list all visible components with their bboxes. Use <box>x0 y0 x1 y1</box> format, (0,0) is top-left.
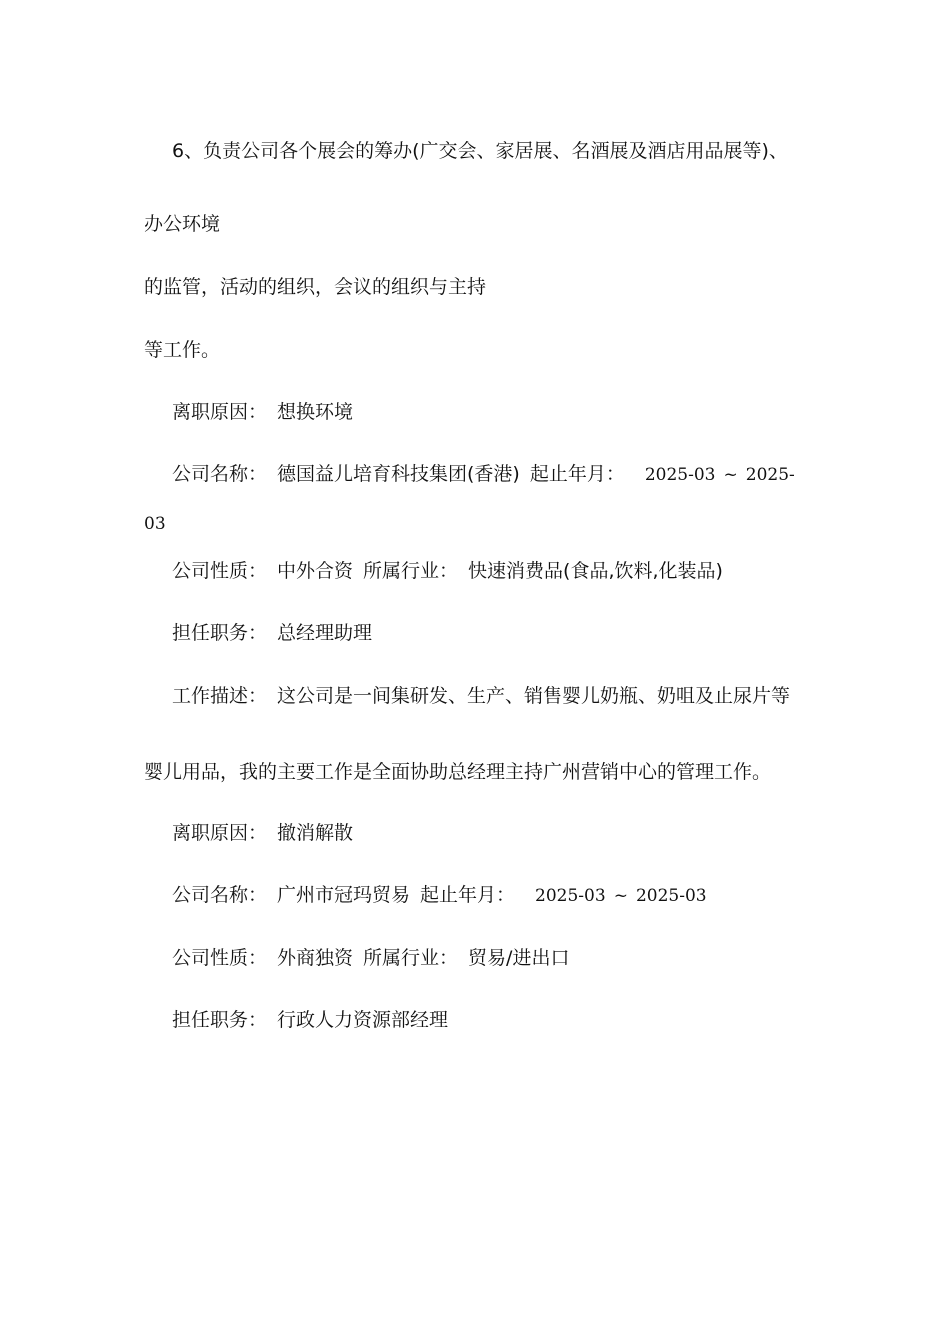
field-label: 公司名称： <box>172 463 268 485</box>
company-line-2 <box>172 462 795 487</box>
field-value: 婴儿用品，我的主要工作是全面协助总经理主持广州营销中心的管理工作。 <box>144 761 772 783</box>
period-start: 2025-03 <box>644 465 716 485</box>
duty-line-1 <box>172 139 788 163</box>
field-label: 离职原因： <box>172 822 268 844</box>
field-label: 工作描述： <box>172 685 268 707</box>
field-value: 总经理助理 <box>277 622 373 644</box>
duty-text: 办公环境 <box>144 213 221 235</box>
company-line-3 <box>172 883 707 908</box>
field-label: 所属行业： <box>363 947 459 969</box>
field-label: 起止年月： <box>420 884 516 906</box>
field-value: 德国益儿培育科技集团(香港) <box>277 463 520 485</box>
duty-text: 6、负责公司各个展会的筹办(广交会、家居展、名酒展及酒店用品展等)、 <box>172 140 788 162</box>
leave-reason-line-1 <box>172 400 353 424</box>
field-value: 外商独资 <box>277 947 354 969</box>
field-value: 中外合资 <box>277 560 354 582</box>
field-value: 想换环境 <box>277 401 354 423</box>
field-value: 撤消解散 <box>277 822 354 844</box>
field-label: 公司性质： <box>172 560 268 582</box>
description-line-1 <box>172 684 790 708</box>
field-label: 公司名称： <box>172 884 268 906</box>
period-separator: ~ <box>613 886 628 906</box>
period-end: 2025-03 <box>635 886 707 906</box>
nature-line-2 <box>172 559 723 583</box>
period-start: 2025-03 <box>535 886 606 906</box>
duty-line-4 <box>144 338 220 362</box>
leave-reason-line-2 <box>172 821 353 845</box>
field-label: 担任职务： <box>172 622 268 644</box>
field-label: 担任职务： <box>172 1009 268 1031</box>
duty-line-2 <box>144 212 220 236</box>
nature-line-3 <box>172 946 569 970</box>
period-end-continued: 03 <box>144 514 166 534</box>
field-value: 广州市冠玛贸易 <box>277 884 411 906</box>
period-end: 2025- <box>745 465 795 485</box>
description-line-2 <box>144 760 771 784</box>
field-label: 所属行业： <box>363 560 459 582</box>
duty-line-3 <box>144 275 486 299</box>
duty-text: 等工作。 <box>144 339 221 361</box>
field-value: 这公司是一间集研发、生产、销售婴儿奶瓶、奶咀及止尿片等 <box>277 685 791 707</box>
duty-text: 的监管，活动的组织，会议的组织与主持 <box>144 276 487 298</box>
field-value: 快速消费品(食品,饮料,化装品) <box>468 560 723 582</box>
period-separator: ~ <box>723 465 738 485</box>
field-label: 起止年月： <box>529 463 625 485</box>
field-label: 离职原因： <box>172 401 268 423</box>
field-label: 公司性质： <box>172 947 268 969</box>
position-line-2 <box>172 621 372 645</box>
field-value: 行政人力资源部经理 <box>277 1009 449 1031</box>
period-wrap-line <box>144 512 166 536</box>
position-line-3 <box>172 1008 448 1032</box>
field-value: 贸易/进出口 <box>468 947 570 969</box>
